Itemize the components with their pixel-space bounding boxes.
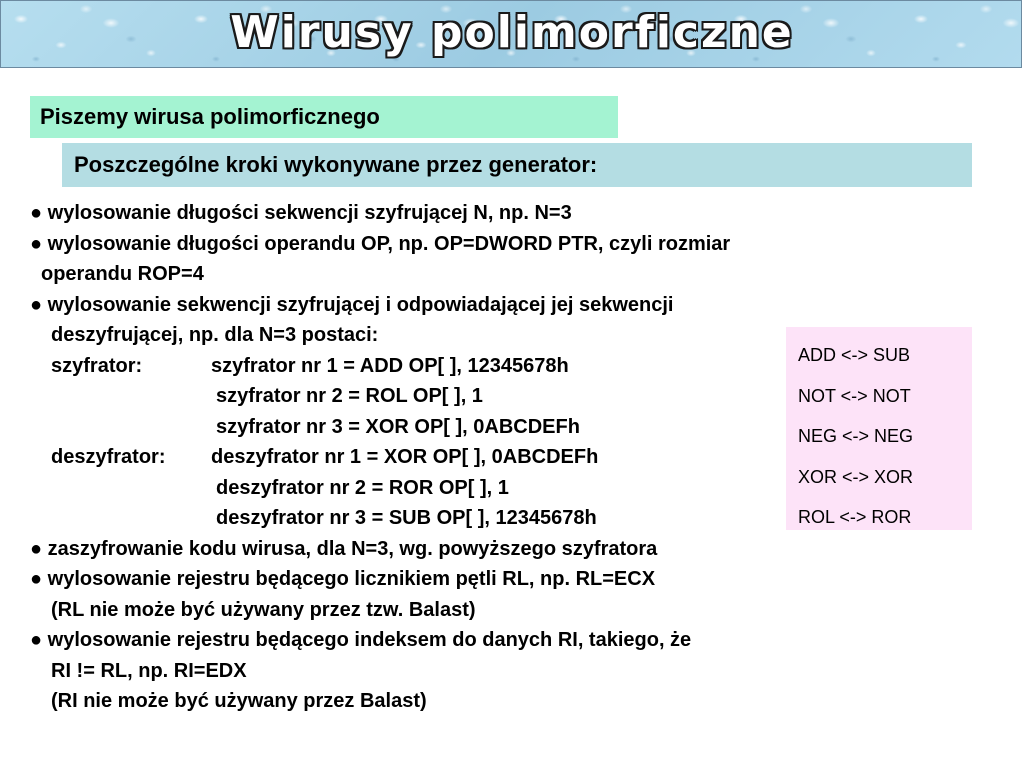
bullet-icon: ● (30, 568, 43, 590)
instruction-pairs-box (786, 327, 972, 530)
encoder-step: szyfrator nr 2 = ROL OP[ ], 1 (216, 385, 483, 407)
instruction-pair: ADD <-> SUB (798, 345, 911, 365)
decoder-step: deszyfrator nr 2 = ROR OP[ ], 1 (216, 476, 509, 499)
list-item-continuation: operandu ROP=4 (41, 263, 204, 285)
bullet-icon: ● (30, 293, 43, 316)
title-banner (0, 0, 1022, 68)
list-item (30, 564, 970, 595)
instruction-pair: XOR <-> XOR (798, 466, 914, 487)
step-text: wylosowanie sekwencji szyfrującej i odpowiadającej jej sekwencji (47, 293, 674, 316)
step-text: wylosowanie długości operandu OP, np. OP=DWORD PTR, czyli rozmiar (47, 232, 731, 255)
step-text: zaszyfrowanie kodu wirusa, dla N=3, wg. powyższego szyfratora (47, 537, 658, 560)
step-text: wylosowanie długości sekwencji szyfrującej N, np. N=3 (47, 202, 572, 224)
list-item-continuation: (RI nie może być używany przez Balast) (51, 690, 427, 712)
section-subheading: Poszczególne kroki wykonywane przez generator: (62, 143, 972, 187)
instruction-pair: NOT <-> NOT (798, 385, 911, 406)
list-item (30, 229, 970, 260)
instruction-pair: NEG <-> NEG (798, 426, 914, 446)
bullet-icon: ● (30, 537, 43, 560)
list-item-continuation: deszyfrującej, np. dla N=3 postaci: (51, 324, 379, 346)
list-item-continuation: (RL nie może być używany przez tzw. Balast) (51, 598, 476, 621)
step-text: wylosowanie rejestru będącego licznikiem pętli RL, np. RL=ECX (47, 568, 656, 590)
list-item-continuation: RI != RL, np. RI=EDX (51, 659, 247, 682)
list-item (30, 625, 970, 656)
bullet-icon: ● (30, 202, 43, 224)
decoder-label: deszyfrator: (51, 446, 166, 468)
decoder-step: deszyfrator nr 3 = SUB OP[ ], 12345678h (216, 507, 597, 529)
encoder-step: szyfrator nr 3 = XOR OP[ ], 0ABCDEFh (216, 415, 580, 438)
encoder-step: szyfrator nr 1 = ADD OP[ ], 12345678h (211, 354, 569, 377)
decoder-step: deszyfrator nr 1 = XOR OP[ ], 0ABCDEFh (211, 446, 599, 468)
bullet-icon: ● (30, 232, 43, 255)
list-item (30, 198, 970, 229)
list-item (30, 290, 970, 321)
encoder-label: szyfrator: (51, 354, 143, 377)
instruction-pair: ROL <-> ROR (798, 507, 912, 527)
step-text: wylosowanie rejestru będącego indeksem do danych RI, takiego, że (47, 629, 692, 651)
section-heading: Piszemy wirusa polimorficznego (30, 96, 618, 138)
list-item (30, 534, 970, 565)
slide-title: Wirusy polimorficzne (230, 7, 794, 58)
bullet-icon: ● (30, 629, 43, 651)
